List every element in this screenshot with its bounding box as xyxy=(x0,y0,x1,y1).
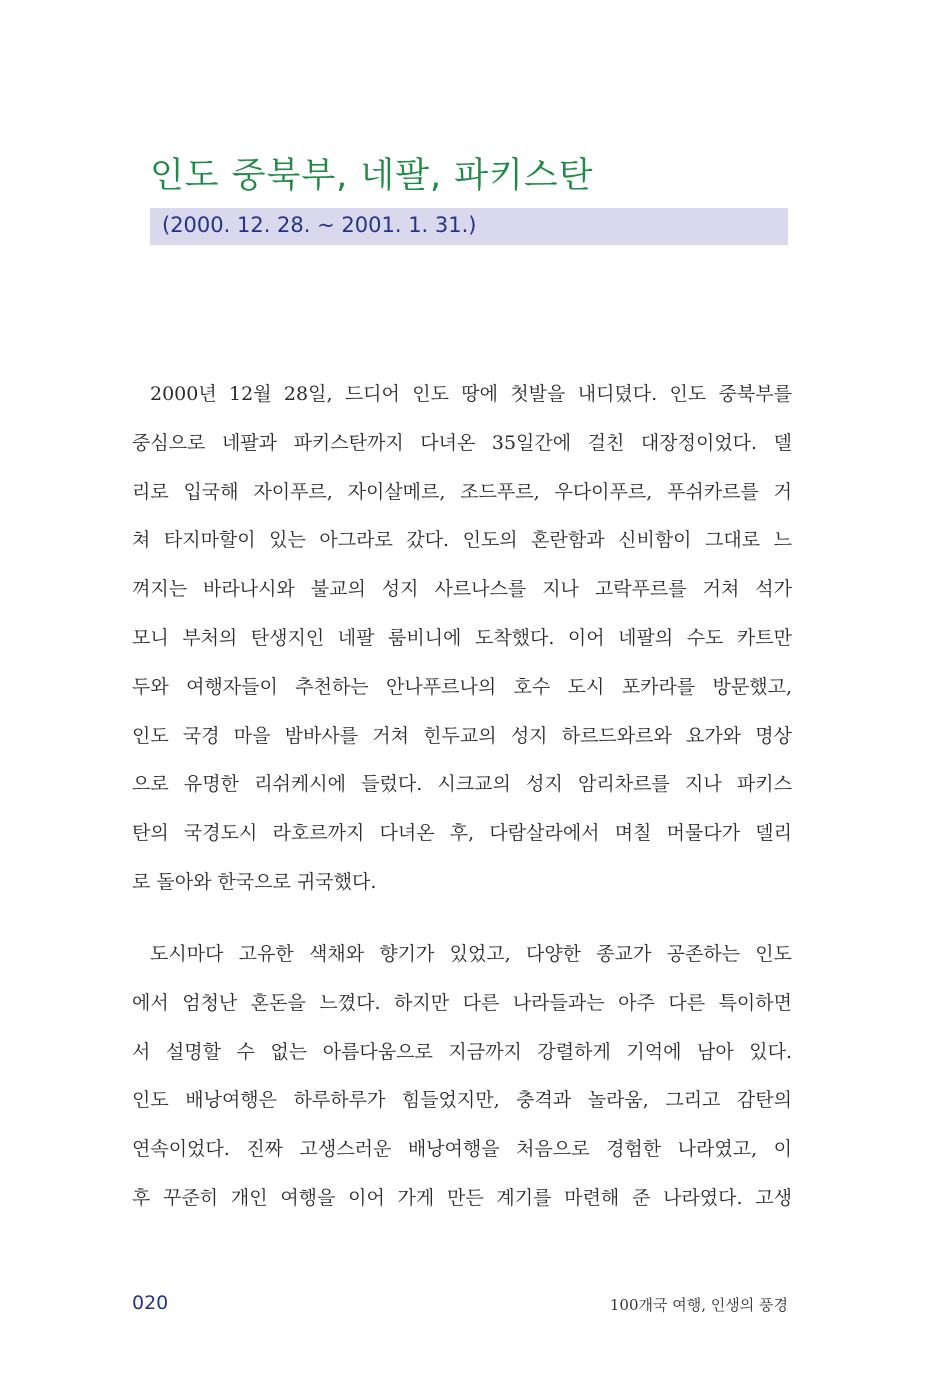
text-line: 껴지는 바라나시와 불교의 성지 사르나스를 지나 고락푸르를 거쳐 석가 xyxy=(132,578,792,601)
text-line: 탄의 국경도시 라호르까지 다녀온 후, 다람살라에서 며칠 머물다가 델리 xyxy=(132,822,792,845)
text-line: 후 꾸준히 개인 여행을 이어 가게 만든 계기를 마련해 준 나라였다. 고생 xyxy=(132,1186,792,1209)
text-line: 서 설명할 수 없는 아름다움으로 지금까지 강렬하게 기억에 남아 있다. xyxy=(132,1040,792,1063)
body-paragraph-1 xyxy=(132,370,792,907)
text-line: 리로 입국해 자이푸르, 자이살메르, 조드푸르, 우다이푸르, 푸쉬카르를 거 xyxy=(132,480,792,503)
body-paragraph-2 xyxy=(132,930,792,1223)
text-line: 중심으로 네팔과 파키스탄까지 다녀온 35일간에 걸친 대장정이었다. 델 xyxy=(132,431,792,454)
text-line: 로 돌아와 한국으로 귀국했다. xyxy=(132,870,377,893)
text-line: 도시마다 고유한 색채와 향기가 있었고, 다양한 종교가 공존하는 인도 xyxy=(150,943,792,965)
book-title: 100개국 여행, 인생의 풍경 xyxy=(609,1296,788,1314)
text-line: 2000년 12월 28일, 드디어 인도 땅에 첫발을 내디뎠다. 인도 중북부를 xyxy=(150,383,792,405)
text-line: 에서 엄청난 혼돈을 느꼈다. 하지만 다른 나라들과는 아주 다른 특이하면 xyxy=(132,991,792,1014)
text-line: 으로 유명한 리쉬케시에 들렀다. 시크교의 성지 암리차르를 지나 파키스 xyxy=(132,773,792,796)
text-line: 인도 배낭여행은 하루하루가 힘들었지만, 충격과 놀라움, 그리고 감탄의 xyxy=(132,1089,792,1112)
date-band xyxy=(150,208,788,245)
date-range: (2000. 12. 28. ~ 2001. 1. 31.) xyxy=(162,213,477,237)
page-number: 020 xyxy=(132,1292,169,1314)
text-line: 쳐 타지마할이 있는 아그라로 갔다. 인도의 혼란함과 신비함이 그대로 느 xyxy=(132,529,792,552)
text-line: 인도 국경 마을 밤바사를 거쳐 힌두교의 성지 하르드와르와 요가와 명상 xyxy=(132,724,792,747)
text-line: 두와 여행자들이 추천하는 안나푸르나의 호수 도시 포카라를 방문했고, xyxy=(132,675,792,698)
chapter-title: 인도 중북부, 네팔, 파키스탄 xyxy=(150,156,594,196)
text-line: 모니 부처의 탄생지인 네팔 룸비니에 도착했다. 이어 네팔의 수도 카트만 xyxy=(132,626,792,649)
text-line: 연속이었다. 진짜 고생스러운 배낭여행을 처음으로 경험한 나라였고, 이 xyxy=(132,1138,792,1161)
